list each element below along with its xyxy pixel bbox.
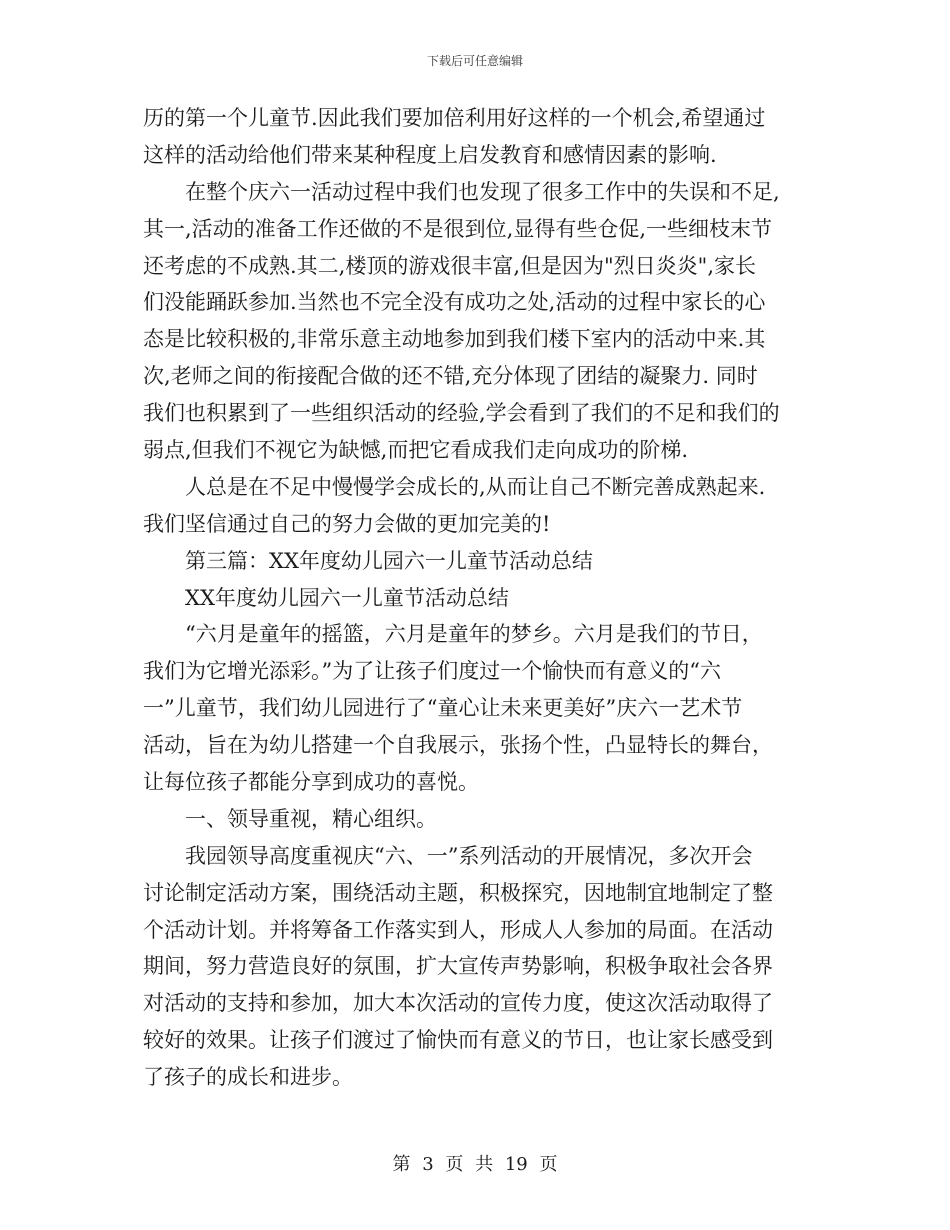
page-header: 下载后可任意编辑 bbox=[426, 54, 523, 68]
text-line: 我们为它增光添彩。”为了让孩子们度过一个愉快而有意义的“六 bbox=[143, 659, 721, 684]
paragraph-start: “六月是童年的摇篮，六月是童年的梦乡。六月是我们的节日， bbox=[185, 622, 763, 647]
text-line: 我们也积累到了一些组织活动的经验,学会看到了我们的不足和我们的 bbox=[143, 401, 780, 426]
subsection-heading: 一、领导重视，精心组织。 bbox=[185, 806, 437, 831]
page-number: 第 3 页 共 19 页 bbox=[392, 1154, 558, 1175]
text-line: 讨论制定活动方案，围绕活动主题，积极探究，因地制宜地制定了整 bbox=[143, 880, 773, 905]
text-line: 态是比较积极的,非常乐意主动地参加到我们楼下室内的活动中来.其 bbox=[143, 327, 766, 352]
article-title: XX年度幼儿园六一儿童节活动总结 bbox=[185, 585, 509, 610]
text-line: 们没能踊跃参加.当然也不完全没有成功之处,活动的过程中家长的心 bbox=[143, 290, 766, 315]
text-line: 还考虑的不成熟.其二,楼顶的游戏很丰富,但是因为"烈日炎炎",家长 bbox=[143, 253, 757, 278]
text-line: 活动，旨在为幼儿搭建一个自我展示，张扬个性，凸显特长的舞台， bbox=[143, 733, 773, 758]
text-line: 对活动的支持和参加，加大本次活动的宣传力度，使这次活动取得了 bbox=[143, 991, 773, 1016]
text-line: 弱点,但我们不视它为缺憾,而把它看成我们走向成功的阶梯. bbox=[143, 438, 689, 463]
section-heading: 第三篇：XX年度幼儿园六一儿童节活动总结 bbox=[185, 548, 593, 573]
text-line: 历的第一个儿童节.因此我们要加倍利用好这样的一个机会,希望通过 bbox=[143, 106, 766, 130]
text-line: 个活动计划。并将筹备工作落实到人，形成人人参加的局面。在活动 bbox=[143, 917, 773, 942]
text-line: 期间，努力营造良好的氛围，扩大宣传声势影响，积极争取社会各界 bbox=[143, 954, 773, 979]
paragraph-start: 在整个庆六一活动过程中我们也发现了很多工作中的失误和不足, bbox=[185, 179, 780, 204]
text-line: 次,老师之间的衔接配合做的还不错,充分体现了团结的凝聚力. 同时 bbox=[143, 364, 758, 389]
document-body bbox=[143, 100, 811, 1096]
text-line: 我们坚信通过自己的努力会做的更加完美的! bbox=[143, 511, 551, 536]
text-line: 其一,活动的准备工作还做的不是很到位,显得有些仓促,一些细枝末节 bbox=[143, 216, 773, 241]
paragraph-start: 我园领导高度重视庆“六、一”系列活动的开展情况，多次开会 bbox=[185, 843, 753, 868]
text-line: 了孩子的成长和进步。 bbox=[143, 1065, 353, 1090]
text-line: 让每位孩子都能分享到成功的喜悦。 bbox=[143, 770, 479, 795]
text-line: 一”儿童节，我们幼儿园进行了“童心让未来更美好”庆六一艺术节 bbox=[143, 696, 743, 721]
paragraph-start: 人总是在不足中慢慢学会成长的,从而让自己不断完善成熟起来. bbox=[185, 474, 766, 499]
text-line: 较好的效果。让孩子们渡过了愉快而有意义的节日，也让家长感受到 bbox=[143, 1028, 773, 1053]
text-line: 这样的活动给他们带来某种程度上启发教育和感情因素的影响. bbox=[143, 142, 717, 167]
